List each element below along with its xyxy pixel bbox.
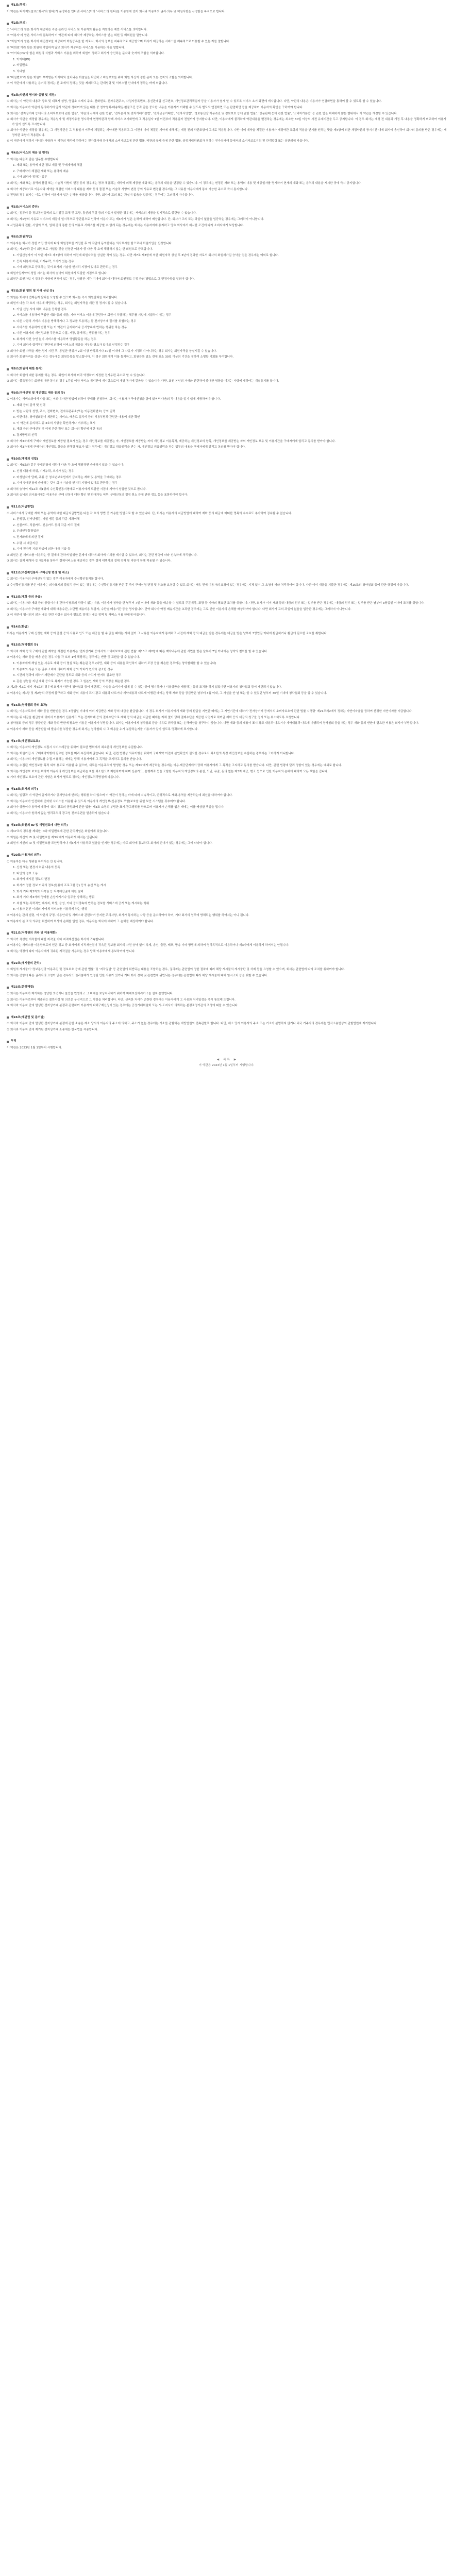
article-subitem: 6. 결제방법의 선택 — [13, 434, 37, 437]
article-clause: ① 회사와 재화 등의 구매에 관한 계약을 체결한 이용자는 ‘전자상거래 등에서의 소비자보호에 관한 법률’ 제13조 제2항에 따른 계약내용에 관한 서면을 받은 날부터 7일 이내에는 청약의 철회를 할 수 있습니다. — [7, 650, 268, 653]
article-subitem: 1. 이용자에게 책임 있는 사유로 재화 등이 멸실 또는 훼손된 경우 (다만, 재화 등의 내용을 확인하기 위하여 포장 등을 훼손한 경우에는 청약철회를 할 수 있습니다) — [13, 662, 216, 665]
article-title-text: 제6조(회원가입) — [11, 235, 32, 239]
article-subitem: 3. 약관내용, 청약철회권이 제한되는 서비스, 배송료·설치비 등의 비용부담과 관련한 내용에 대한 확인 — [13, 416, 140, 419]
article-subitem: 2. 미성년자가 담배, 주류 등 청소년보호법에서 금지하는 재화 및 용역을 구매하는 경우 — [13, 476, 122, 479]
article-clause: ② 회사는 이용자가 약관에 동의하기에 앞서 약관에 정하여져 있는 내용 중 청약철회·배송책임·환불조건 등과 같은 중요한 내용을 이용자가 이해할 수 있도록 별도의 연결화면 또는 팝업화면 등을 제공하여 이용자의 확인을 구하여야 합니다. — [7, 106, 304, 109]
terms-article — [7, 1039, 446, 1050]
article-clause: ④ 회사가 회원자격을 상실시키는 경우에는 회원등록을 말소합니다. 이 경우 회원에게 이를 통지하고, 회원등록 말소 전에 최소 30일 이상의 기간을 정하여 소명할 기회를 부여합니다. — [7, 355, 234, 359]
article-title — [7, 235, 446, 240]
article-clause: ② 회사의 승낙이 제12조 제1항의 수신확인통지형태로 이용자에게 도달한 시점에 계약이 성립한 것으로 봅니다. — [7, 487, 147, 491]
article-clause: ② 회사는 제1항과 같이 회원으로 가입할 것을 신청한 이용자 중 다음 각 호에 해당하지 않는 한 회원으로 등록합니다. — [7, 248, 153, 251]
article-title-text: 제15조(청약철회 등) — [11, 643, 38, 647]
article-title — [7, 739, 446, 744]
article-title — [7, 3, 446, 8]
article-title-text: 제18조(회사의 의무) — [11, 787, 38, 791]
article-clause: ② 회사는 전항에 따른 권리자의 요청이 없는 경우라도 권리침해가 인정될 만한 사유가 있거나 기타 회사 정책 및 관련법에 위반되는 경우에는 관련법에 따라 해당 게시물에 대해 임시조치 등을 취할 수 있습니다. — [7, 974, 268, 977]
next-arrow-icon[interactable]: ▶ — [233, 1058, 237, 1061]
article-clause: ④ 회사가 약관을 개정할 경우에는 적용일자 및 개정사유를 명시하여 현행약관과 함께 서비스 초기화면에 그 적용일자 7일 이전부터 적용일자 전일까지 공지합니다. 다만, 이용자에게 불리하게 약관내용을 변경하는 경우에는 최소한 30일 이상의 사전 유예기간을 두고 공지합니다. 이 경우 회사는 개정 전 내용과 개정 후 내용을 명확하게 비교하여 이용자가 알기 쉽도록 표시합니다. — [7, 118, 446, 126]
article-title-text: 제20조(이용자의 의무) — [11, 854, 41, 857]
terms-article — [7, 931, 446, 954]
article-subitem: 2. 이용자의 사용 또는 일부 소비에 의하여 재화 등의 가치가 현저히 감소한 경우 — [13, 668, 113, 671]
article-title-text: 제8조(회원에 대한 통지) — [11, 367, 43, 371]
article-clause: ⑥ 이 약관에서 정하지 아니한 사항과 이 약관의 해석에 관하여는 전자상거래 등에서의 소비자보호에 관한 법률, 약관의 규제 등에 관한 법률, 공정거래위원회가 정하는 전자상거래 등에서의 소비자보호지침 및 관계법령 또는 상관례에 따릅니다. — [7, 140, 309, 143]
article-subitem: 7. 외설 또는 폭력적인 메시지, 화상, 음성, 기타 공서양속에 반하는 정보를 서비스에 공개 또는 게시하는 행위 — [13, 902, 149, 905]
article-clause: ③ ‘회원’이라 함은 회사에 개인정보를 제공하여 회원등록을 한 자로서, 회사의 정보를 지속적으로 제공받으며 회사가 제공하는 서비스를 계속적으로 이용할 수 있는 자를 말합니다. — [7, 40, 230, 43]
article-title-text: 제7조(회원 탈퇴 및 자격 상실 등) — [11, 289, 54, 293]
article-clause: ⑦ 이 약관에서 사용하는 용어의 정의는 본 조에서 정하는 것을 제외하고는 관계법령 및 서비스별 안내에서 정하는 바에 의합니다. — [7, 82, 168, 86]
prev-arrow-icon[interactable]: ◀ — [216, 1058, 220, 1061]
bullet-square-icon — [7, 506, 9, 509]
article-clause: ② 회원이 다음 각 호의 사유에 해당하는 경우, 회사는 회원자격을 제한 및 정지시킬 수 있습니다. — [7, 302, 127, 306]
article-clause: ① 서비스에서 구매한 재화 또는 용역에 대한 대금지급방법은 다음 각 호의 방법 중 가용한 방법으로 할 수 있습니다. 단, 회사는 이용자의 지급방법에 대하여 재화 등의 대금에 어떠한 명목의 수수료도 추가하여 징수할 수 없습니다. — [7, 512, 292, 515]
article-clause: ② 수신확인통지를 받은 이용자는 의사표시의 불일치 등이 있는 경우에는 수신확인통지를 받은 후 즉시 구매신청 변경 및 취소를 요청할 수 있고 회사는 배송 전에 이용자의 요청이 있는 경우에는 지체 없이 그 요청에 따라 처리하여야 합니다. 다만 이미 대금을 지불한 경우에는 제15조의 청약철회 등에 관한 규정에 따릅니다. — [7, 584, 409, 587]
article-title-text: 제12조(수신확인통지·구매신청 변경 및 취소) — [11, 571, 69, 574]
article-title — [7, 457, 446, 462]
article-title-text: 제4조(서비스의 제공 및 변경) — [11, 151, 49, 155]
article-subitem: 1. 가입 신청 시에 허위 내용을 등록한 경우 — [13, 308, 67, 311]
article-clause: ③ 회사가 회원 자격을 제한·정지 시킨 후, 동일한 행위가 2회 이상 반복되거나 30일 이내에 그 사유가 시정되지 아니하는 경우 회사는 회원자격을 상실시킬 수 있습니다. — [7, 349, 217, 353]
article-paragraph: 이 약관은 2023년 1월 1일부터 시행합니다. — [7, 1046, 62, 1050]
article-subitem: 2. 등록 내용에 허위, 기재누락, 오기가 있는 경우 — [13, 260, 74, 263]
article-subitem: 1. 신청 내용에 허위, 기재누락, 오기가 있는 경우 — [13, 469, 74, 473]
article-title — [7, 703, 446, 708]
article-paragraph: 이 약관은 다이렉트솔로(‘회사’라 한다)가 운영하는 인터넷 서비스(이하 ‘서비스’라 한다)를 이용함에 있어 회사와 이용자의 권리·의무 및 책임사항을 규정함을 목적으로 합니다. — [7, 10, 226, 13]
article-clause: ② 이용자는 재화 등을 배송 받은 경우 다음 각 호의 1에 해당하는 경우에는 반품 및 교환을 할 수 없습니다. — [7, 656, 140, 659]
article-title-text: 제21조(저작권의 귀속 및 이용제한) — [11, 931, 57, 935]
article-clause: ③ 회사는 이용자의 개인정보를 수집·이용하는 때에는 당해 이용자에게 그 목적을 고지하고 동의를 받습니다. — [7, 758, 142, 761]
article-title-text: 부칙 — [11, 1040, 16, 1043]
bullet-square-icon — [7, 1016, 9, 1019]
terms-article — [7, 367, 446, 384]
article-subitem: 8. 이용자 본인 이외의 자에게 서비스를 이용하게 하는 행위 — [13, 908, 87, 911]
article-clause: ① 이용자는 서비스상에서 다음 또는 이와 유사한 방법에 의하여 구매를 신청하며, 회사는 이용자가 구매신청을 함에 있어서 다음의 각 내용을 알기 쉽게 제공하여야 합니다. — [7, 398, 221, 401]
article-clause: ③ 회사는 ‘전자상거래 등에서의 소비자보호에 관한 법률’, ‘약관의 규제에 관한 법률’, ‘전자문서 및 전자거래기본법’, ‘전자금융거래법’, ‘전자서명법’, ‘정보통신망 이용촉진 및 정보보호 등에 관한 법률’, ‘방문판매 등에 관한 법률’, ‘소비자기본법’ 등 관련 법을 위배하지 않는 범위에서 이 약관을 개정할 수 있습니다. — [7, 112, 398, 115]
terms-article — [7, 703, 446, 733]
article-clause: ② 회원은 본 서비스를 이용하는 중 결제에 관하여 발생한 문제에 대하여 회사에 이의를 제기할 수 있으며, 회사는 관련 법령에 따라 신속하게 처리합니다. — [7, 553, 198, 557]
article-subitem: 1. 재화 등의 검색 및 선택 — [13, 404, 45, 408]
terms-article — [7, 457, 446, 498]
article-subitem: 7. 기타 회사가 합리적인 판단에 의하여 서비스의 제공을 거부할 필요가 있다고 인정하는 경우 — [13, 344, 130, 347]
article-title-text: 제22조(게시물의 관리) — [11, 961, 41, 965]
article-subitem: 5. 수령 시 대금지급 — [13, 541, 38, 545]
terms-article — [7, 787, 446, 817]
article-title — [7, 787, 446, 792]
article-subitem: 4. 서비스를 이용하여 법령 또는 이 약관이 금지하거나 공서양속에 반하는 행위를 하는 경우 — [13, 326, 127, 329]
article-clause: ② 회사는 위 대금을 환급함에 있어서 이용자가 신용카드 또는 전자화폐 등의 결제수단으로 재화 등의 대금을 지급한 때에는 지체 없이 당해 결제수단을 제공한 사업자로 하여금 재화 등의 대금의 청구를 정지 또는 취소하도록 요청합니다. — [7, 716, 300, 719]
article-clause: ② 회사는 이용자가 안전하게 인터넷 서비스를 이용할 수 있도록 이용자의 개인정보(신용정보 포함)보호를 위한 보안 시스템을 갖추어야 합니다. — [7, 800, 186, 803]
article-title-text: 제2조(정의) — [11, 22, 27, 25]
article-subitem: 5. 다른 이용자의 개인정보를 무단으로 수집, 저장, 공개하는 행위를 하는 경우 — [13, 332, 110, 335]
article-clause: ③ 회원이 자신의 ID 및 비밀번호를 도난당하거나 제3자가 사용하고 있음을 인지한 경우에는 바로 회사에 통보하고 회사의 안내가 있는 경우에는 그에 따라야 합니다. — [7, 842, 213, 845]
article-title — [7, 961, 446, 967]
article-clause: ① 회사는 이 약관의 내용과 상호 및 대표자 성명, 영업소 소재지 주소, 전화번호, 전자우편주소, 사업자등록번호, 통신판매업 신고번호, 개인정보관리책임자 등을 이용자가 쉽게 알 수 있도록 서비스 초기 화면에 게시합니다. 다만, 약관의 내용은 이용자가 연결화면을 통하여 볼 수 있도록 할 수 있습니다. — [7, 100, 382, 104]
article-subitem: 6. 회사 기타 제3자의 명예를 손상시키거나 업무를 방해하는 행위 — [13, 896, 95, 900]
article-clause: ④ 회사는 이용자가 원하지 않는 영리목적의 광고성 전자우편을 발송하지 않습니다. — [7, 812, 111, 816]
terms-article — [7, 1015, 446, 1033]
article-clause: ① 회사는 다음과 같은 업무를 수행합니다. — [7, 158, 60, 161]
footer-nav — [7, 1058, 446, 1063]
terms-article — [7, 205, 446, 228]
terms-document — [7, 0, 446, 1069]
article-subitem: 1. 아이디(ID) — [13, 58, 30, 61]
article-subitem: 2. 비밀번호 — [13, 64, 28, 67]
article-clause: ③ 회사와 이용자 간에 발생한 전자상거래 분쟁과 관련하여 이용자의 피해구제신청이 있는 경우에는 공정거래위원회 또는 시·도지사가 의뢰하는 분쟁조정기관의 조정에 따를 수 있습니다. — [7, 1004, 239, 1008]
article-title-text: 제11조(지급방법) — [11, 505, 35, 509]
terms-article — [7, 21, 446, 87]
article-subitem: 6. 회사의 사전 승인 없이 서비스를 이용하여 영업활동을 하는 경우 — [13, 337, 96, 341]
article-title — [7, 595, 446, 600]
terms-article — [7, 595, 446, 618]
article-clause: ④ 이용자는 제1항 및 제2항의 규정에 불구하고 재화 등의 내용이 표시·광고 내용과 다르거나 계약내용과 다르게 이행된 때에는 당해 재화 등을 공급받은 날부터 3월 이내, 그 사실을 안 날 또는 알 수 있었던 날부터 30일 이내에 청약철회 등을 할 수 있습니다. — [7, 691, 327, 695]
article-clause: ④ 회원은 회원가입 시 등록한 사항에 변경이 있는 경우, 상당한 기간 이내에 회사에 대하여 회원정보 수정 등의 방법으로 그 변경사항을 알려야 합니다. — [7, 278, 195, 281]
article-title — [7, 643, 446, 648]
terms-article — [7, 3, 446, 14]
article-clause: ④ 전항의 경우 회사는 이로 인하여 이용자가 입은 손해를 배상합니다. 다만, 회사가 고의 또는 과실이 없음을 입증하는 경우에는 그러하지 아니합니다. — [7, 194, 194, 197]
article-subitem: 4. 회사가 정한 정보 이외의 정보(컴퓨터 프로그램 등) 등의 송신 또는 게시 — [13, 884, 106, 887]
article-subitem: 1. 가입신청자가 이 약관 제7조 제3항에 의하여 이전에 회원자격을 상실한 적이 있는 경우. 다만 제7조 제3항에 의한 회원자격 상실 후 3년이 경과한 자로서 회사의 회원재가입 승낙을 얻은 경우에는 예외로 합니다. — [13, 253, 279, 257]
article-clause: ② 회사는 불특정다수 회원에 대한 통지의 경우 1주일 이상 서비스 게시판에 게시함으로서 개별 통지에 갈음할 수 있습니다. 다만, 회원 본인의 거래와 관련하여 중대한 영향을 미치는 사항에 대하여는 개별통지를 합니다. — [7, 380, 279, 383]
article-title-text: 제5조(서비스의 중단) — [11, 205, 39, 209]
article-clause: ③ 회사는 약정에 따라 이용자에게 귀속된 저작권을 사용하는 경우 당해 이용자에게 통보하여야 합니다. — [7, 950, 136, 953]
article-clause: ① 이용자는 회사가 정한 가입 양식에 따라 회원정보를 기입한 후 이 약관에 동의한다는 의사표시를 함으로서 회원가입을 신청합니다. — [7, 242, 173, 245]
article-title-text: 제23조(분쟁해결) — [11, 986, 35, 989]
article-subitem: 5. 재화 등의 구매신청 및 이에 관한 확인 또는 회사의 확인에 대한 동의 — [13, 428, 102, 431]
bullet-square-icon — [7, 626, 9, 629]
article-clause: ② 회사는 이용자가 구매한 재화에 대해 배송수단, 수단별 배송비용 부담자, 수단별 배송기간 등을 명시합니다. 만약 회사가 약정 배송기간을 초과한 경우에는 그로 인한 이용자의 손해를 배상하여야 합니다. 다만 회사가 고의·과실이 없음을 입증한 경우에는 그러하지 아니합니다. — [7, 607, 351, 611]
article-clause: ① 회사가 회원에 대한 통지를 하는 경우, 회원이 회사와 미리 약정하여 지정한 전자우편 주소로 할 수 있습니다. — [7, 374, 146, 377]
article-clause: ② 회사는 이용자로부터 제출되는 불만사항 및 의견은 우선적으로 그 사항을 처리합니다. 다만, 신속한 처리가 곤란한 경우에는 이용자에게 그 사유와 처리일정을 즉시 통보해 드립니다. — [7, 998, 236, 1002]
article-title-text: 제1조(목적) — [11, 4, 27, 7]
bullet-square-icon — [7, 704, 9, 706]
article-title-text: 제10조(계약의 성립) — [11, 457, 38, 461]
article-clause: ② 회사는 회원가입 시 구매계약이행에 필요한 정보를 미리 수집하지 않습니다. 다만, 관련 법령상 의무이행을 위하여 구매계약 이전에 본인확인이 필요한 경우로서 최소한의 특정 개인정보를 수집하는 경우에는 그러하지 아니합니다. — [7, 752, 295, 755]
bullet-square-icon — [7, 596, 9, 598]
article-title-text: 제14조(환급) — [11, 625, 29, 629]
article-title — [7, 625, 446, 630]
article-clause: ④ 회사는 수집된 개인정보를 목적 외의 용도로 이용할 수 없으며, 새로운 이용목적이 발생한 경우 또는 제3자에게 제공하는 경우에는 이용·제공단계에서 당해 이용자에게 그 목적을 고지하고 동의를 받습니다. 다만, 관련 법령에 달리 정함이 있는 경우에는 예외로 합니다. — [7, 764, 342, 767]
article-title-text: 제19조(회원의 ID 및 비밀번호에 대한 의무) — [11, 823, 68, 827]
article-title — [7, 505, 446, 510]
bullet-square-icon — [7, 152, 9, 155]
article-clause: ⑤ 회사가 약관을 개정할 경우에는 그 개정약관은 그 적용일자 이후에 체결되는 계약에만 적용되고 그 이전에 이미 체결된 계약에 대해서는 개정 전의 약관조항이 그대로 적용됩니다. 다만 이미 계약을 체결한 이용자가 개정약관 조항의 적용을 받기를 원하는 뜻을 제4항에 의한 개정약관의 공지기간 내에 회사에 송신하여 회사의 동의를 받은 경우에는 개정약관 조항이 적용됩니다. — [7, 129, 446, 137]
terms-article — [7, 643, 446, 696]
article-clause: ① 이용자는 다음 행위를 하여서는 안 됩니다. — [7, 860, 63, 863]
document-footer — [7, 1058, 446, 1069]
article-clause: ② 이용자는 서비스를 이용함으로써 얻은 정보 중 회사에게 지적재산권이 귀속된 정보를 회사의 사전 승낙 없이 복제, 송신, 출판, 배포, 방송 기타 방법에 의하여 영리목적으로 이용하거나 제3자에게 이용하게 하여서는 안됩니다. — [7, 944, 290, 947]
article-subitem: 3. 기타 회사가 정하는 업무 — [13, 176, 47, 179]
article-clause: ① 회사는 이용자와 재화 등의 공급시기에 관하여 별도의 약정이 없는 이상, 이용자가 청약을 한 날부터 7일 이내에 재화 등을 배송할 수 있도록 주문제작, 포장 등 기타의 필요한 조치를 취합니다. 다만, 회사가 이미 재화 등의 대금의 전부 또는 일부를 받은 경우에는 대금의 전부 또는 일부를 받은 날부터 3영업일 이내에 조치를 취합니다. — [7, 602, 425, 605]
article-clause: ③ 회사의 승낙의 의사표시에는 이용자의 구매 신청에 대한 확인 및 판매가능 여부, 구매신청의 정정 취소 등에 관한 정보 등을 포함하여야 합니다. — [7, 494, 189, 497]
article-subitem: 3. 기타 회원으로 등록하는 것이 회사의 기술상 현저히 지장이 있다고 판단되는 경우 — [13, 266, 118, 269]
article-subitem: 2. 받는 사람의 성명, 주소, 전화번호, 전자우편주소(또는 이동전화번호) 등의 입력 — [13, 410, 115, 413]
article-clause: ③ 제2항 제2호 내지 제4호의 경우에 회사가 사전에 청약철회 등이 제한되는 사실을 소비자가 쉽게 알 수 있는 곳에 명기하거나 시용상품을 제공하는 등의 조치를 하지 않았다면 이용자의 청약철회 등이 제한되지 않습니다. — [7, 686, 282, 689]
article-clause: ④ ‘비회원’이라 함은 회원에 가입하지 않고 회사가 제공하는 서비스를 이용하는 자를 말합니다. — [7, 46, 125, 49]
bullet-square-icon — [7, 1041, 9, 1043]
article-clause: ① 회원의 게시물이 ‘정보통신망 이용촉진 및 정보보호 등에 관한 법률’ 및 ‘저작권법’ 등 관련법에 위반되는 내용을 포함하는 경우, 권리자는 관련법이 정한 절차에 따라 해당 게시물의 게시중단 및 삭제 등을 요청할 수 있으며, 회사는 관련법에 따라 조치를 취하여야 합니다. — [7, 968, 345, 972]
article-clause: ② 이용자는 관계 법령, 이 약관의 규정, 이용안내 및 서비스와 관련하여 공지한 주의사항, 회사가 통지하는 사항 등을 준수하여야 하며, 기타 회사의 업무에 방해되는 행위를 하여서는 아니 됩니다. — [7, 913, 249, 917]
article-clause: ① 회사는 법령과 이 약관이 금지하거나 공서양속에 반하는 행위를 하지 않으며 이 약관이 정하는 바에 따라 지속적이고, 안정적으로 재화·용역을 제공하는데 최선을 다하여야 합니다. — [7, 794, 233, 798]
article-clause: ① 회사와 이용자 간에 발생한 전자상거래 분쟁에 관한 소송은 제소 당시의 이용자의 주소에 의하고, 주소가 없는 경우에는 거소를 관할하는 지방법원의 전속관할로 합니다. 다만, 제소 당시 이용자의 주소 또는 거소가 분명하지 않거나 외국 거주자의 경우에는 민사소송법상의 관할법원에 제기합니다. — [7, 1022, 378, 1026]
bullet-square-icon — [7, 572, 9, 574]
article-clause: ① 회사는 컴퓨터 등 정보통신설비의 보수점검·교체 및 고장, 통신의 두절 등의 사유가 발생한 경우에는 서비스의 제공을 일시적으로 중단할 수 있습니다. — [7, 212, 197, 215]
article-clause: ⑥ 기타 개인정보 보호에 관한 사항은 회사가 별도로 정하는 개인정보처리방침에 따릅니다. — [7, 776, 120, 779]
bullet-square-icon — [7, 236, 9, 239]
article-clause: ④ 이용자가 재화 등을 제공받을 때 발송비를 부담한 경우에 회사는 청약철회 시 그 비용을 누가 부담하는지를 이용자가 알기 쉽도록 명확하게 표시합니다. — [7, 727, 198, 731]
article-title — [7, 1015, 446, 1021]
article-clause: ① 회원은 회사에 언제든지 탈퇴를 요청할 수 있으며 회사는 즉시 회원탈퇴를 처리합니다. — [7, 296, 118, 299]
article-subitem: 3. 시간의 경과에 의하여 재판매가 곤란할 정도로 재화 등의 가치가 현저히 감소한 경우 — [13, 674, 122, 677]
article-clause: ② 회사와 이용자 간에 제기된 전자상거래 소송에는 한국법을 적용합니다. — [7, 1028, 98, 1031]
article-clause: ③ 이 약관에 명시되지 않은 배송 관련 사항은 회사가 별도로 정하는 배송 정책 및 서비스 이용 안내에 따릅니다. — [7, 614, 146, 617]
terms-article — [7, 289, 446, 360]
article-title — [7, 205, 446, 210]
article-clause: ① 회사는 이용자의 개인정보 수집시 서비스제공을 위하여 필요한 범위에서 최소한의 개인정보를 수집합니다. — [7, 746, 143, 750]
article-clause: ③ 회사가 제3자에게 구매자의 개인정보 취급을 위탁할 필요가 있는 경우에는 개인정보 취급위탁을 받는 자, 개인정보 취급위탁을 하는 업무의 내용을 구매자에게 알리고 동의를 받아야 합니다. — [7, 446, 246, 449]
article-title — [7, 1039, 446, 1044]
article-subitem: 1. 신청 또는 변경시 허위 내용의 등록 — [13, 866, 60, 870]
article-title-text: 제9조(구매신청 및 개인정보 제공 동의 등) — [11, 391, 65, 395]
article-title — [7, 571, 446, 576]
article-title-text: 제3조(약관의 명시와 설명 및 개정) — [11, 93, 56, 97]
article-subitem: 4. 이 약관에 동의하고 위 3호의 사항을 확인하거나 거부하는 표시 — [13, 421, 95, 425]
bullet-square-icon — [7, 933, 9, 935]
article-paragraph: 회사는 이용자가 구매 신청한 재화 등이 품절 등의 사유로 인도 또는 제공을 할 수 없을 때에는 지체 없이 그 사유를 이용자에게 통지하고 사전에 재화 등의 대금을 받은 경우에는 대금을 받은 날부터 3영업일 이내에 환급하거나 환급에 필요한 조치를 취합니다. — [7, 632, 328, 635]
article-subitem: 1. 폰뱅킹, 인터넷뱅킹, 메일 뱅킹 등의 각종 계좌이체 — [13, 518, 80, 521]
article-clause: ⑤ 회사는 개인정보 보호를 위하여 이용자의 개인정보를 취급하는 자를 최소한으로 제한하여야 하며 신용카드, 은행계좌 등을 포함한 이용자의 개인정보의 분실, 도난, 유출, 동의 없는 제3자 제공, 변조 등으로 인한 이용자의 손해에 대하여 모든 책임을 집니다. — [7, 770, 328, 773]
bullet-square-icon — [7, 962, 9, 964]
bullet-square-icon — [7, 207, 9, 209]
article-subitem: 3. 온라인무통장입금 — [13, 530, 39, 533]
article-title — [7, 931, 446, 936]
terms-article — [7, 93, 446, 144]
article-clause: ② 회사는 제1항의 사유로 서비스의 제공이 일시적으로 중단됨으로 인하여 이용자 또는 제3자가 입은 손해에 대하여 배상합니다. 단, 회사가 고의 또는 과실이 없음을 입증하는 경우에는 그러하지 아니합니다. — [7, 218, 264, 221]
article-title-text: 제17조(개인정보보호) — [11, 739, 40, 743]
article-clause: ① 회사는 이용자로부터 재화 등을 반환받은 경우 3영업일 이내에 이미 지급받은 재화 등의 대금을 환급합니다. 이 경우 회사가 이용자에게 재화 등의 환급을 지연한 때에는 그 지연기간에 대하여 ‘전자상거래 등에서의 소비자보호에 관한 법률 시행령’ 제21조의2에서 정하는 지연이자율을 곱하여 산정한 지연이자를 지급합니다. — [7, 710, 413, 714]
article-subitem: 4. 전자화폐에 의한 결제 — [13, 535, 44, 539]
bullet-square-icon — [7, 987, 9, 989]
article-title — [7, 289, 446, 294]
terms-article — [7, 391, 446, 450]
article-subitem: 3. 닉네임 — [13, 70, 25, 73]
article-title — [7, 985, 446, 990]
terms-article — [7, 985, 446, 1008]
bullet-square-icon — [7, 393, 9, 395]
article-clause: ① 제17조의 경우를 제외한 ID와 비밀번호에 관한 관리책임은 회원에게 있습니다. — [7, 830, 109, 834]
article-clause: ① 회사는 제9조와 같은 구매신청에 대하여 다음 각 호에 해당하면 승낙하지 않을 수 있습니다. — [7, 464, 124, 467]
article-clause: ② 회사가 제3자에게 구매자 개인정보를 제공할 필요가 있는 경우 개인정보를 제공받는 자, 개인정보를 제공받는 자의 개인정보 이용목적, 제공하는 개인정보의 항목, 개인정보를 제공받는 자의 개인정보 보유 및 이용기간을 구매자에게 알리고 동의를 받아야 합니다. — [7, 439, 336, 443]
article-clause: ① 회사는 이용자의 구매신청이 있는 경우 이용자에게 수신확인통지를 합니다. — [7, 578, 104, 581]
list-link[interactable]: 목 록 — [223, 1058, 230, 1061]
article-title — [7, 93, 446, 98]
bullet-square-icon — [7, 5, 9, 7]
article-title-text: 제13조(재화 등의 공급) — [11, 595, 42, 599]
article-subitem: 2. 서비스를 이용하여 구입한 재화 등의 대금, 기타 서비스 이용에 관련하여 회원이 부담하는 채무를 기일에 지급하지 않는 경우 — [13, 314, 172, 317]
terms-article — [7, 853, 446, 924]
bullet-square-icon — [7, 855, 9, 857]
article-subitem: 2. 구매계약이 체결된 재화 또는 용역의 배송 — [13, 170, 69, 173]
article-clause: ② 회사는 재화 또는 용역의 품절 또는 기술적 사양의 변경 등의 경우에는 장차 체결되는 계약에 의해 제공할 재화 또는 용역의 내용을 변경할 수 있습니다. 이 경우에는 변경된 재화 또는 용역의 내용 및 제공일자를 명시하여 현재의 재화 또는 용역의 내용을 게시한 곳에 즉시 공지합니다. — [7, 182, 362, 185]
article-title — [7, 151, 446, 156]
article-subitem: 1. 재화 또는 용역에 대한 정보 제공 및 구매계약의 체결 — [13, 164, 82, 167]
terms-article — [7, 571, 446, 588]
article-clause: ② 회원은 자신의 ID 및 비밀번호를 제3자에게 이용하게 해서는 안됩니다. — [7, 836, 99, 839]
article-subitem: 2. 선불카드, 직불카드, 신용카드 등의 각종 카드 결제 — [13, 523, 80, 527]
article-clause: ③ 회사가 제공하기로 이용자와 계약을 체결한 서비스의 내용을 재화 등의 품절 또는 기술적 사양의 변경 등의 사유로 변경할 경우에는 그 사유를 이용자에게 통지 가능한 주소로 즉시 통지합니다. — [7, 188, 249, 191]
article-title — [7, 21, 446, 26]
bullet-square-icon — [7, 788, 9, 790]
footer-notice: 이 약관은 2023년 1월 1일부터 시행합니다. — [198, 1064, 255, 1067]
article-clause: ① 회사는 이용자가 제기하는 정당한 의견이나 불만을 반영하고 그 피해를 보상처리하기 위하여 피해보상처리기구를 설치·운영합니다. — [7, 992, 174, 995]
article-clause: ③ 회사는 결제 대행사 등 제3자를 통하여 결제서비스를 제공하는 경우 결제 대행사의 결제 정책 및 약관이 함께 적용될 수 있습니다. — [7, 560, 172, 563]
article-clause: ⑤ ‘아이디(ID)’라 함은 회원의 식별과 서비스 이용을 위하여 회원이 정하고 회사가 승인하는 문자와 숫자의 조합을 의미합니다. — [7, 52, 165, 56]
terms-article — [7, 151, 446, 198]
bullet-square-icon — [7, 291, 9, 293]
article-title-text: 제24조(재판권 및 준거법) — [11, 1015, 45, 1019]
bullet-square-icon — [7, 824, 9, 826]
article-subitem: 2. 타인의 정보 도용 — [13, 872, 38, 875]
terms-article — [7, 505, 446, 564]
terms-article — [7, 823, 446, 846]
bullet-square-icon — [7, 95, 9, 97]
article-title-text: 제16조(청약철회 등의 효과) — [11, 703, 47, 707]
article-title — [7, 391, 446, 396]
terms-article — [7, 739, 446, 781]
article-clause: ⑥ ‘비밀번호’라 함은 회원이 부여받은 아이디와 일치되는 회원임을 확인하고 비밀보호를 위해 회원 자신이 정한 문자 또는 숫자의 조합을 의미합니다. — [7, 76, 193, 79]
article-clause: ③ 회사가 상품이나 용역에 대하여 ‘표시·광고의 공정화에 관한 법률’ 제3조 소정의 부당한 표시·광고행위를 함으로써 이용자가 손해를 입은 때에는 이를 배상할 책임을 집니다. — [7, 806, 225, 809]
bullet-square-icon — [7, 740, 9, 742]
bullet-square-icon — [7, 459, 9, 461]
terms-article — [7, 961, 446, 979]
bullet-square-icon — [7, 23, 9, 25]
article-clause: ① ‘서비스’라 함은 회사가 제공하는 각종 온라인 서비스 및 이용자의 활동을 지원하는 제반 서비스를 의미합니다. — [7, 28, 148, 31]
article-clause: ③ 사업종목의 전환, 사업의 포기, 업체 간의 통합 등의 이유로 서비스를 제공할 수 없게 되는 경우에는 회사는 이용자에게 통지하고 당초 회사에서 제시한 조건에 따라 소비자에게 보상합니다. — [7, 224, 244, 227]
article-subitem: 3. 기타 구매신청에 승낙하는 것이 회사 기술상 현저히 지장이 있다고 판단하는 경우 — [13, 482, 118, 485]
article-clause: ① 회사가 작성한 저작물에 대한 저작권 기타 지적재산권은 회사에 귀속합니다. — [7, 938, 105, 941]
article-subitem: 4. 같은 성능을 지닌 재화 등으로 복제가 가능한 경우 그 원본인 재화 등의 포장을 훼손한 경우 — [13, 680, 130, 683]
article-clause: ③ 이용자가 본 조의 의무를 위반하여 회사에 손해를 입힌 경우, 이용자는 회사에 대하여 그 손해를 배상하여야 합니다. — [7, 920, 154, 923]
bullet-square-icon — [7, 368, 9, 370]
article-clause: ③ 청약철회 등의 경우 공급받은 재화 등의 반환에 필요한 비용은 이용자가 부담합니다. 회사는 이용자에게 청약철회 등을 이유로 위약금 또는 손해배상을 청구하지 않습니다. 다만 재화 등의 내용이 표시·광고 내용과 다르거나 계약내용과 다르게 이행되어 청약철회 등을 하는 경우 재화 등의 반환에 필요한 비용은 회사가 부담합니다. — [7, 722, 420, 725]
article-title — [7, 853, 446, 858]
bullet-square-icon — [7, 645, 9, 647]
article-subitem: 3. 회사에 게시된 정보의 변경 — [13, 878, 50, 882]
terms-article — [7, 235, 446, 282]
article-subitem: 3. 다른 사람의 서비스 이용을 방해하거나 그 정보를 도용하는 등 전자상거래 질서를 위협하는 경우 — [13, 319, 137, 323]
article-clause: ③ 회원가입계약의 성립 시기는 회사의 승낙이 회원에게 도달한 시점으로 합니다. — [7, 272, 108, 275]
article-title — [7, 823, 446, 828]
article-subitem: 6. 기타 전자적 지급 방법에 의한 대금 지급 등 — [13, 548, 71, 551]
article-title — [7, 367, 446, 372]
terms-article — [7, 625, 446, 636]
article-clause: ② ‘이용자’라 함은 서비스에 접속하여 이 약관에 따라 회사가 제공하는 서비스를 받는 회원 및 비회원을 말합니다. — [7, 34, 148, 38]
article-subitem: 5. 회사 기타 제3자의 저작권 등 지적재산권에 대한 침해 — [13, 890, 83, 893]
